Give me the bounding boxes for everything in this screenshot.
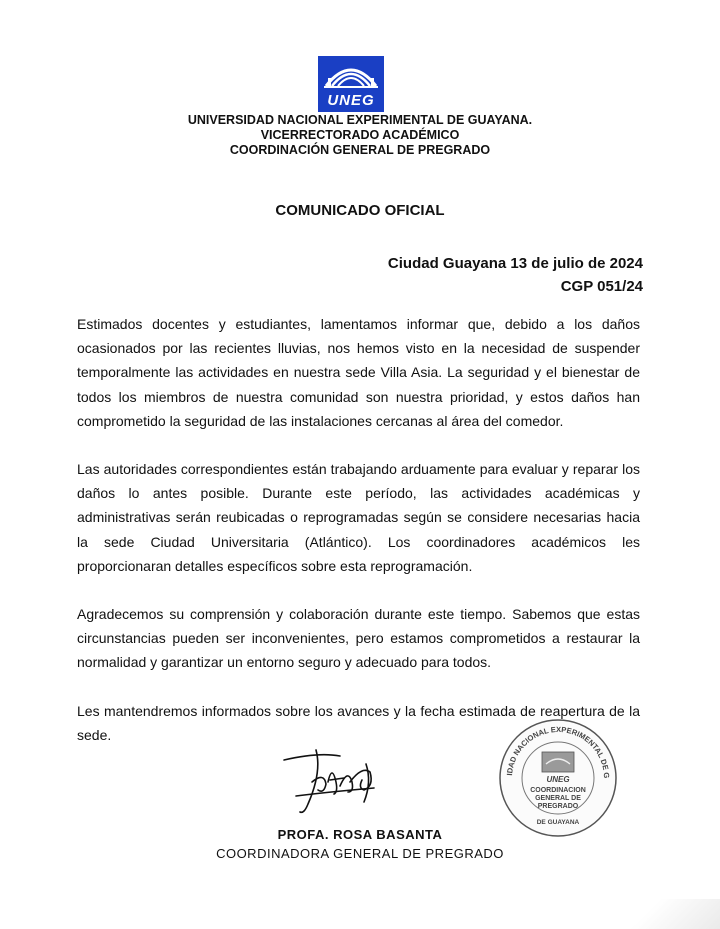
paragraph: Las autoridades correspondientes están trabajando arduamente para evaluar y reparar los daños lo antes posible. Durante este período, las actividades académicas y administrativas serán reubicadas o reprogramadas según se considere necesarias hacia la sede Ciudad Universitaria (Atlántico). Los coordinadores académicos les proporcionaran detalles específicos sobre esta reprogramación. <box>77 461 640 574</box>
document-body <box>77 312 640 771</box>
document-reference: CGP 051/24 <box>560 278 643 295</box>
document-title: COMUNICADO OFICIAL <box>275 202 445 219</box>
svg-text:DE GUAYANA: DE GUAYANA <box>536 819 580 826</box>
header-university: UNIVERSIDAD NACIONAL EXPERIMENTAL DE GUAYANA. <box>187 113 533 127</box>
official-stamp <box>496 716 620 840</box>
paragraph: Les mantendremos informados sobre los avances y la fecha estimada de reapertura de la sede. <box>77 702 640 743</box>
header-vicerrectorado: VICERRECTORADO ACADÉMICO <box>260 128 460 142</box>
svg-text:UNIVERSIDAD NACIONAL EXPERIMEN: IDAD NACIONAL EXPERIMENTAL DE G <box>505 724 612 779</box>
signature-graphic <box>278 742 388 822</box>
svg-text:COORDINACION: COORDINACION <box>530 787 586 794</box>
svg-text:PREGRADO: PREGRADO <box>537 803 579 810</box>
logo-lettering: UNEG <box>327 92 375 109</box>
svg-text:UNEG: UNEG <box>546 775 570 784</box>
stamp-graphic <box>496 716 620 840</box>
scan-shadow <box>600 899 720 929</box>
signer-role: COORDINADORA GENERAL DE PREGRADO <box>216 846 504 861</box>
signer-name: PROFA. ROSA BASANTA <box>277 827 443 842</box>
institution-header <box>0 113 720 158</box>
svg-text:GENERAL DE: GENERAL DE <box>535 795 581 802</box>
paragraph: Estimados docentes y estudiantes, lamentamos informar que, debido a los daños ocasionados por las recientes lluvias, nos hemos visto en la necesidad de suspender temporalmente las actividades en nuestra sede Villa Asia. La seguridad y el bienestar de todos los miembros de nuestra comunidad son nuestra prioridad, y estos daños han comprometido la seguridad de las instalaciones cercanas al área del comedor. <box>77 316 640 429</box>
handwritten-signature <box>278 742 388 822</box>
document-date: Ciudad Guayana 13 de julio de 2024 <box>387 255 643 272</box>
header-coordinacion: COORDINACIÓN GENERAL DE PREGRADO <box>229 143 491 157</box>
dateline <box>388 252 643 298</box>
paragraph: Agradecemos su comprensión y colaboración durante este tiempo. Sabemos que estas circunstancias pueden ser inconvenientes, pero estamos comprometidos a restaurar la normalidad y garantizar un entorno seguro y adecuado para todos. <box>77 606 640 671</box>
uneg-logo <box>318 56 384 112</box>
